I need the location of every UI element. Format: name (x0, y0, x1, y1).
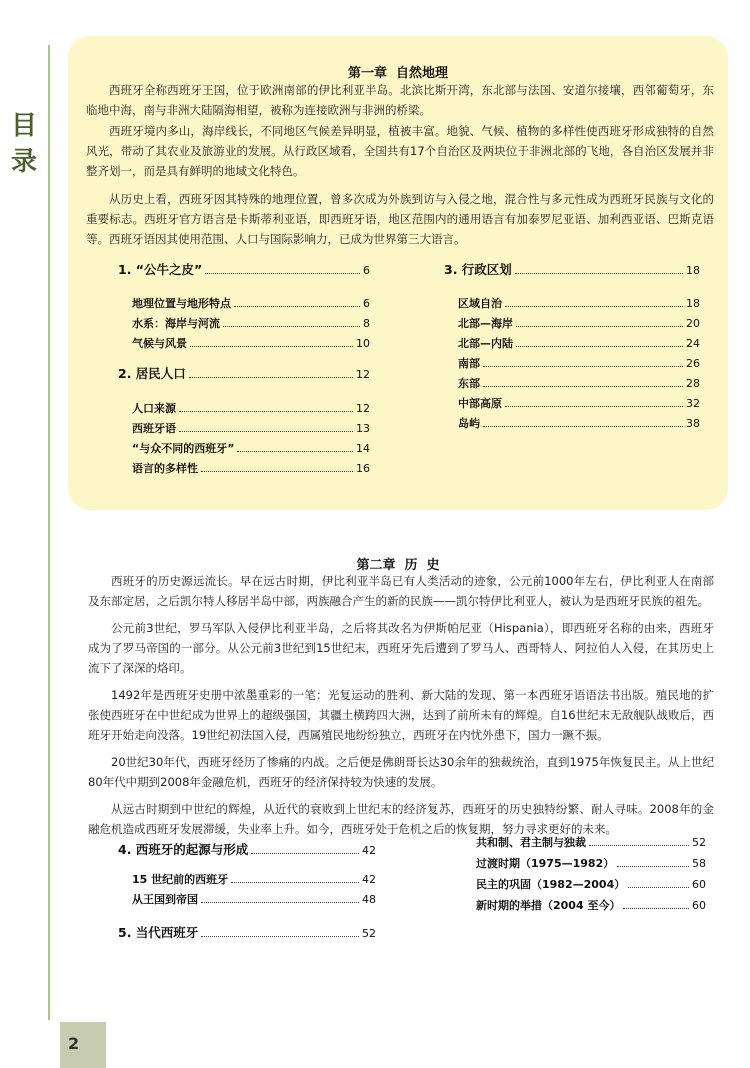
toc-entry-page: 20 (686, 317, 700, 330)
toc-entry[interactable] (118, 402, 370, 422)
toc-leader-dots (483, 366, 683, 367)
toc-entry-label: 3. 行政区划 (444, 262, 512, 277)
toc-leader-dots (516, 326, 683, 327)
toc-entry[interactable] (118, 297, 370, 317)
chapter2-intro (88, 571, 714, 839)
toc-entry-page: 12 (356, 402, 370, 415)
chapter2-paragraph: 公元前3世纪，罗马军队入侵伊比利亚半岛，之后将其改名为伊斯帕尼亚（Hispania），即西班牙名称的由来，西班牙成为了罗马帝国的一部分。从公元前3世纪到15世纪末，西班牙先后遭到了罗马人、西哥特人、阿拉伯人入侵，在其历史上流下了深深的烙印。 (88, 621, 714, 675)
toc-entry-label: 2. 居民人口 (118, 366, 186, 381)
toc-entry-page: 28 (686, 377, 700, 390)
toc-entry-page: 32 (686, 397, 700, 410)
toc-leader-dots (516, 346, 683, 347)
toc-entry-page: 10 (356, 337, 370, 350)
toc-entry-label: 北部—海岸 (458, 317, 513, 330)
toc-entry-label: 岛屿 (458, 417, 480, 430)
toc-entry-label: 南部 (458, 357, 480, 370)
toc-entry-label: 东部 (458, 377, 480, 390)
toc-leader-dots (234, 306, 360, 307)
toc-entry[interactable] (118, 422, 370, 442)
toc-leader-dots (617, 866, 689, 867)
toc-entry-label: 语言的多样性 (132, 462, 198, 475)
toc-entry-page: 42 (362, 844, 376, 857)
toc-leader-dots (623, 908, 689, 909)
chapter1-paragraph: 西班牙境内多山，海岸线长，不同地区气候差异明显，植被丰富。地貌、气候、植物的多样性使西班牙形成独特的自然风光，带动了其农业及旅游业的发展。从行政区域看，全国共有17个自治区及两块位于非洲北部的飞地，各自治区发展并非整齐划一，而是具有鲜明的地域文化特色。 (86, 124, 714, 178)
toc-leader-dots (483, 386, 683, 387)
toc-entry-page: 26 (686, 357, 700, 370)
toc-entry-label: 从王国到帝国 (132, 893, 198, 906)
page-number: 2 (68, 1034, 80, 1053)
toc-leader-dots (628, 887, 689, 888)
toc-leader-dots (251, 853, 359, 854)
toc-entry[interactable] (118, 337, 370, 367)
toc-entry-page: 6 (363, 264, 370, 277)
toc-leader-dots (201, 902, 359, 903)
side-title: 目录 (10, 111, 37, 177)
toc-entry-label: 过渡时期（1975—1982） (476, 857, 615, 870)
toc-entry[interactable] (444, 263, 700, 297)
toc-entry[interactable] (118, 442, 370, 462)
toc-entry-page: 38 (686, 417, 700, 430)
toc-leader-dots (201, 936, 359, 937)
toc-leader-dots (223, 326, 360, 327)
toc-leader-dots (237, 451, 353, 452)
chapter1-toc-left (118, 263, 370, 482)
toc-entry-label: 气候与风景 (132, 337, 187, 350)
toc-entry-page: 16 (356, 462, 370, 475)
toc-entry-label: 1. “公牛之皮” (118, 262, 203, 277)
toc-entry-page: 60 (692, 878, 706, 891)
toc-entry-page: 42 (362, 873, 376, 886)
chapter1-intro (86, 80, 714, 249)
toc-entry[interactable] (444, 317, 700, 337)
toc-entry-label: 共和制、君主制与独裁 (476, 836, 586, 849)
toc-entry-label: 人口来源 (132, 402, 176, 415)
toc-entry-label: 地理位置与地形特点 (132, 297, 231, 310)
toc-entry-page: 18 (686, 264, 700, 277)
toc-entry[interactable] (462, 878, 706, 899)
toc-entry[interactable] (444, 357, 700, 377)
toc-entry-label: “与众不同的西班牙” (132, 442, 235, 455)
toc-entry[interactable] (118, 462, 370, 482)
toc-entry-page: 14 (356, 442, 370, 455)
chapter1-paragraph: 西班牙全称西班牙王国，位于欧洲南部的伊比利亚半岛。北滨比斯开湾，东北部与法国、安道尔接壤，西邻葡萄牙，东临地中海，南与非洲大陆隔海相望，被称为连接欧洲与非洲的桥梁。 (86, 83, 714, 117)
toc-entry-label: 北部—内陆 (458, 337, 513, 350)
chapter2-paragraph: 从远古时期到中世纪的辉煌，从近代的衰败到上世纪末的经济复苏，西班牙的历史独特纷繁、耐人寻味。2008年的金融危机造成西班牙发展滞缓，失业率上升。如今，西班牙处于危机之后的恢复期，努力寻求更好的未来。 (88, 802, 714, 836)
toc-entry-label: 中部高原 (458, 397, 502, 410)
chapter2-title: 第二章 历 史 (356, 558, 440, 573)
toc-entry[interactable] (444, 417, 700, 437)
toc-entry[interactable] (444, 397, 700, 417)
toc-entry[interactable] (444, 297, 700, 317)
toc-entry[interactable] (118, 317, 370, 337)
toc-leader-dots (179, 411, 353, 412)
toc-leader-dots (189, 377, 353, 378)
toc-entry[interactable] (444, 377, 700, 397)
toc-leader-dots (205, 273, 360, 274)
toc-entry-page: 12 (356, 368, 370, 381)
toc-leader-dots (231, 882, 359, 883)
toc-entry-label: 水系：海岸与河流 (132, 317, 220, 330)
toc-entry[interactable] (462, 857, 706, 878)
toc-entry[interactable] (118, 367, 370, 402)
toc-entry-label: 5. 当代西班牙 (118, 925, 199, 940)
toc-leader-dots (505, 406, 683, 407)
toc-leader-dots (515, 273, 683, 274)
toc-leader-dots (505, 306, 683, 307)
chapter2-paragraph: 20世纪30年代，西班牙经历了惨痛的内战。之后便是佛朗哥长达30余年的独裁统治，直到1975年恢复民主。从上世纪80年代中期到2008年金融危机，西班牙的经济保持较为快速的发展。 (88, 755, 714, 789)
toc-entry-page: 60 (692, 899, 706, 912)
chapter1-toc-right (444, 263, 700, 437)
toc-entry[interactable] (444, 337, 700, 357)
toc-entry-page: 6 (363, 297, 370, 310)
chapter2-toc-left (118, 843, 376, 946)
toc-entry-page: 24 (686, 337, 700, 350)
page-number-tab (60, 1022, 106, 1068)
toc-entry[interactable] (118, 893, 376, 926)
chapter1-title: 第一章 自然地理 (347, 66, 449, 81)
chapter2-paragraph: 1492年是西班牙史册中浓墨重彩的一笔：光复运动的胜利、新大陆的发现、第一本西班牙语语法书出版。殖民地的扩张使西班牙在中世纪成为世界上的超级强国，其疆土横跨四大洲，达到了前所未有的辉煌。自16世纪末无敌舰队战败后，西班牙开始走向没落。19世纪初法国入侵，西属殖民地纷纷独立，西班牙在内忧外患下，国力一蹶不振。 (88, 688, 714, 742)
toc-leader-dots (589, 845, 689, 846)
toc-leader-dots (483, 426, 683, 427)
toc-entry-page: 18 (686, 297, 700, 310)
toc-entry-page: 13 (356, 422, 370, 435)
toc-leader-dots (201, 471, 353, 472)
toc-entry[interactable] (118, 843, 376, 873)
toc-entry-label: 15 世纪前的西班牙 (132, 873, 229, 886)
toc-entry[interactable] (118, 926, 376, 946)
side-divider-line (48, 45, 50, 1020)
toc-entry-page: 52 (362, 927, 376, 940)
toc-entry[interactable] (118, 263, 370, 297)
toc-entry-label: 民主的巩固（1982—2004） (476, 878, 626, 891)
toc-entry[interactable] (462, 899, 706, 920)
toc-leader-dots (190, 346, 353, 347)
chapter2-toc-right (462, 836, 706, 920)
toc-entry-page: 58 (692, 857, 706, 870)
toc-entry-label: 4. 西班牙的起源与形成 (118, 842, 249, 857)
toc-leader-dots (179, 431, 353, 432)
toc-entry[interactable] (118, 873, 376, 893)
toc-entry-label: 区域自治 (458, 297, 502, 310)
chapter2-paragraph: 西班牙的历史源远流长。早在远古时期，伊比利亚半岛已有人类活动的迹象，公元前1000年左右，伊比利亚人在南部及东部定居，之后凯尔特人移居半岛中部，两族融合产生的新的民族——凯尔特伊比利亚人，被认为是西班牙民族的祖先。 (88, 574, 714, 608)
toc-entry-label: 西班牙语 (132, 422, 176, 435)
toc-entry[interactable] (462, 836, 706, 857)
toc-entry-page: 8 (363, 317, 370, 330)
toc-entry-label: 新时期的举措（2004 至今） (476, 899, 621, 912)
toc-entry-page: 48 (362, 893, 376, 906)
toc-entry-page: 52 (692, 836, 706, 849)
chapter1-paragraph: 从历史上看，西班牙因其特殊的地理位置，曾多次成为外族到访与入侵之地，混合性与多元性成为西班牙民族与文化的重要标志。西班牙官方语言是卡斯蒂利亚语，即西班牙语，地区范围内的通用语言有加泰罗尼亚语、加利西亚语、巴斯克语等。西班牙语因其使用范围、人口与国际影响力，已成为世界第三大语言。 (86, 192, 714, 246)
